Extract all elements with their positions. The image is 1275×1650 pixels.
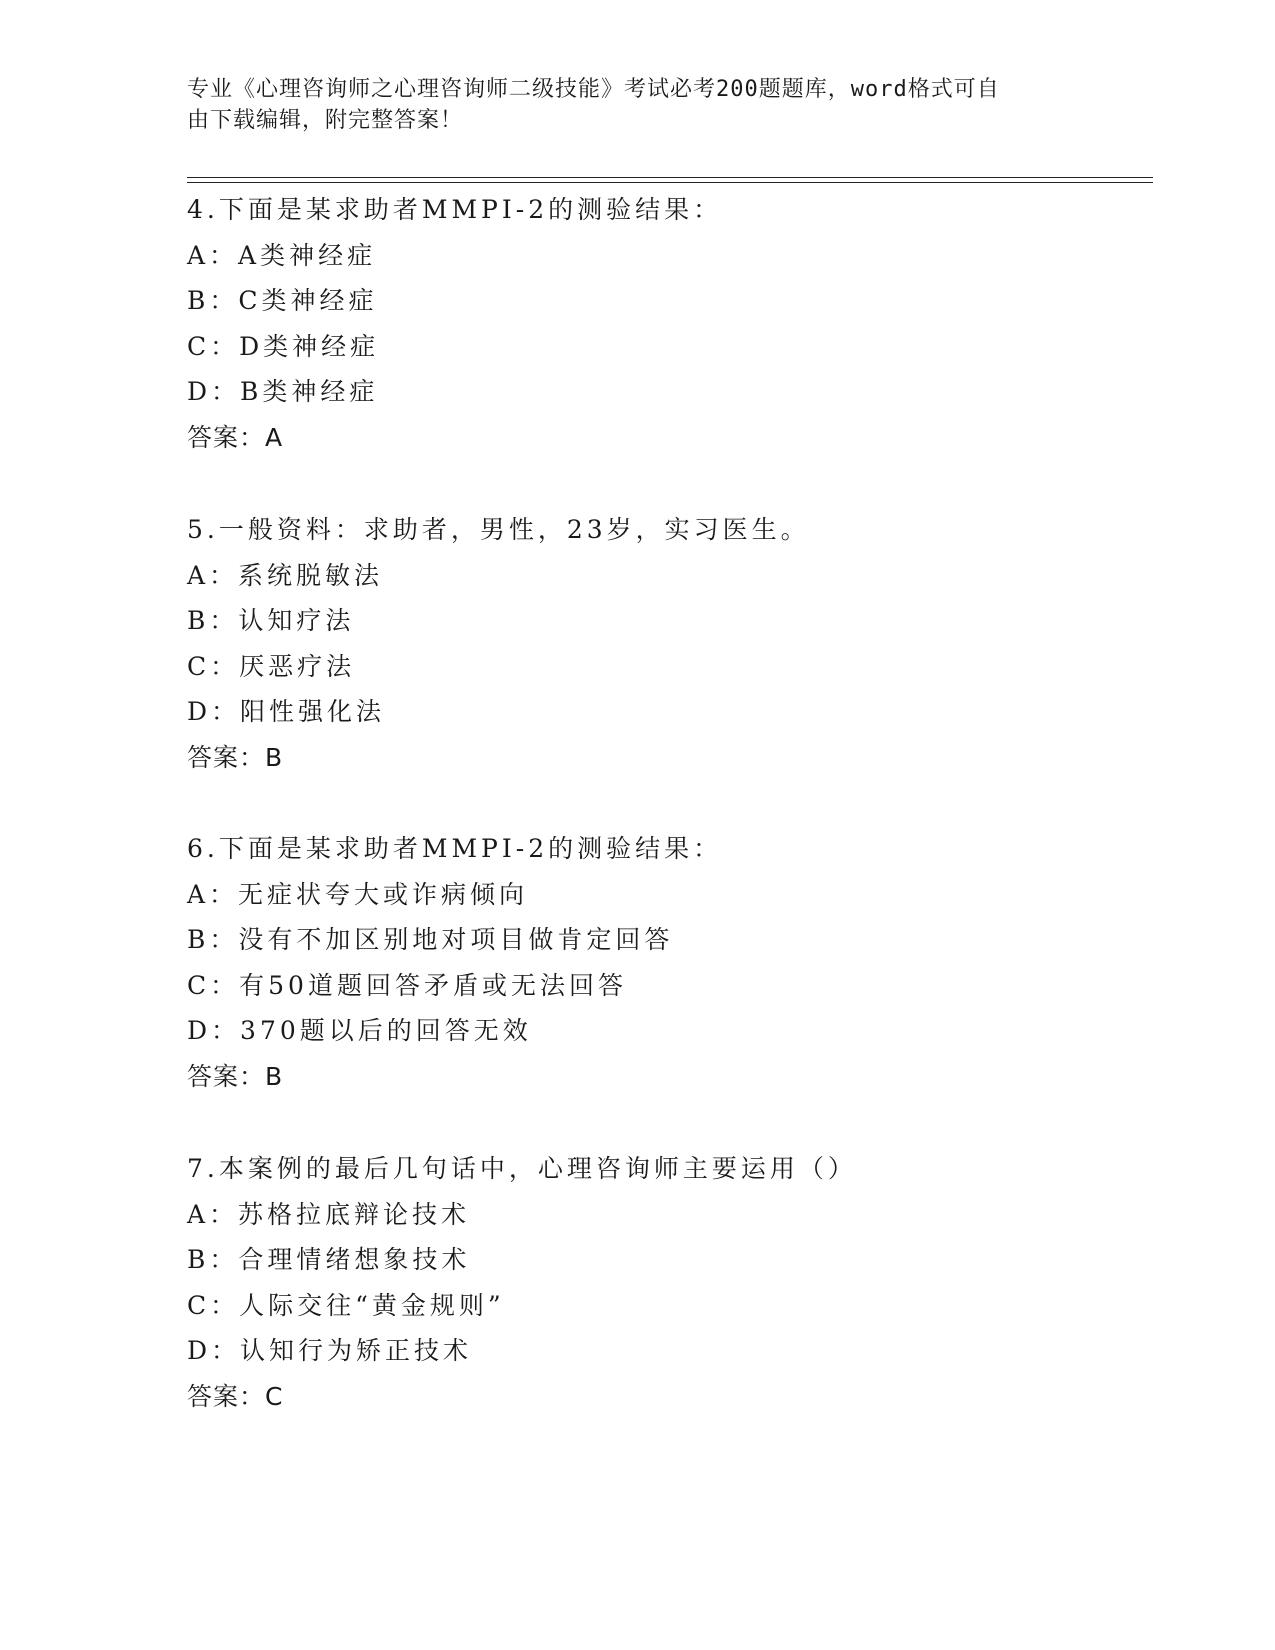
answer: 答案：C	[187, 1381, 284, 1411]
option-a: A：苏格拉底辩论技术	[187, 1199, 471, 1229]
option-c: C：人际交往“黄金规则”	[187, 1290, 505, 1320]
header-line-2: 由下载编辑，附完整答案！	[187, 108, 464, 133]
option-c: C：D类神经症	[187, 331, 380, 361]
question-block	[187, 187, 1147, 460]
answer: 答案：B	[187, 1061, 284, 1091]
option-b: B：认知疗法	[187, 606, 355, 635]
question-stem: 4.下面是某求助者MMPI-2的测验结果：	[187, 195, 723, 224]
option-a: A：系统脱敏法	[187, 560, 384, 590]
option-c: C：厌恶疗法	[187, 651, 356, 681]
option-d: D：认知行为矫正技术	[187, 1336, 473, 1365]
answer: 答案：A	[187, 422, 284, 452]
option-d: D：阳性强化法	[187, 697, 386, 726]
question-block	[187, 1146, 1147, 1419]
option-b: B：C类神经症	[187, 286, 378, 315]
option-d: D：370题以后的回答无效	[187, 1016, 532, 1045]
option-c: C：有50道题回答矛盾或无法回答	[187, 970, 627, 1000]
question-block	[187, 826, 1147, 1099]
option-b: B：合理情绪想象技术	[187, 1245, 471, 1274]
header-line-1: 专业《心理咨询师之心理咨询师二级技能》考试必考200题题库，word格式可自	[187, 77, 1000, 102]
header-divider-top	[187, 177, 1153, 178]
option-d: D：B类神经症	[187, 377, 379, 406]
question-stem: 5.一般资料：求助者，男性，23岁，实习医生。	[187, 515, 810, 544]
option-b: B：没有不加区别地对项目做肯定回答	[187, 925, 674, 954]
answer: 答案：B	[187, 742, 284, 772]
question-stem: 6.下面是某求助者MMPI-2的测验结果：	[187, 834, 723, 863]
question-block	[187, 507, 1147, 780]
question-stem: 7.本案例的最后几句话中，心理咨询师主要运用（）	[187, 1154, 857, 1183]
document-header	[187, 74, 1067, 136]
option-a: A：无症状夸大或诈病倾向	[187, 879, 529, 909]
header-divider-bottom	[187, 182, 1153, 183]
option-a: A：A类神经症	[187, 240, 377, 270]
